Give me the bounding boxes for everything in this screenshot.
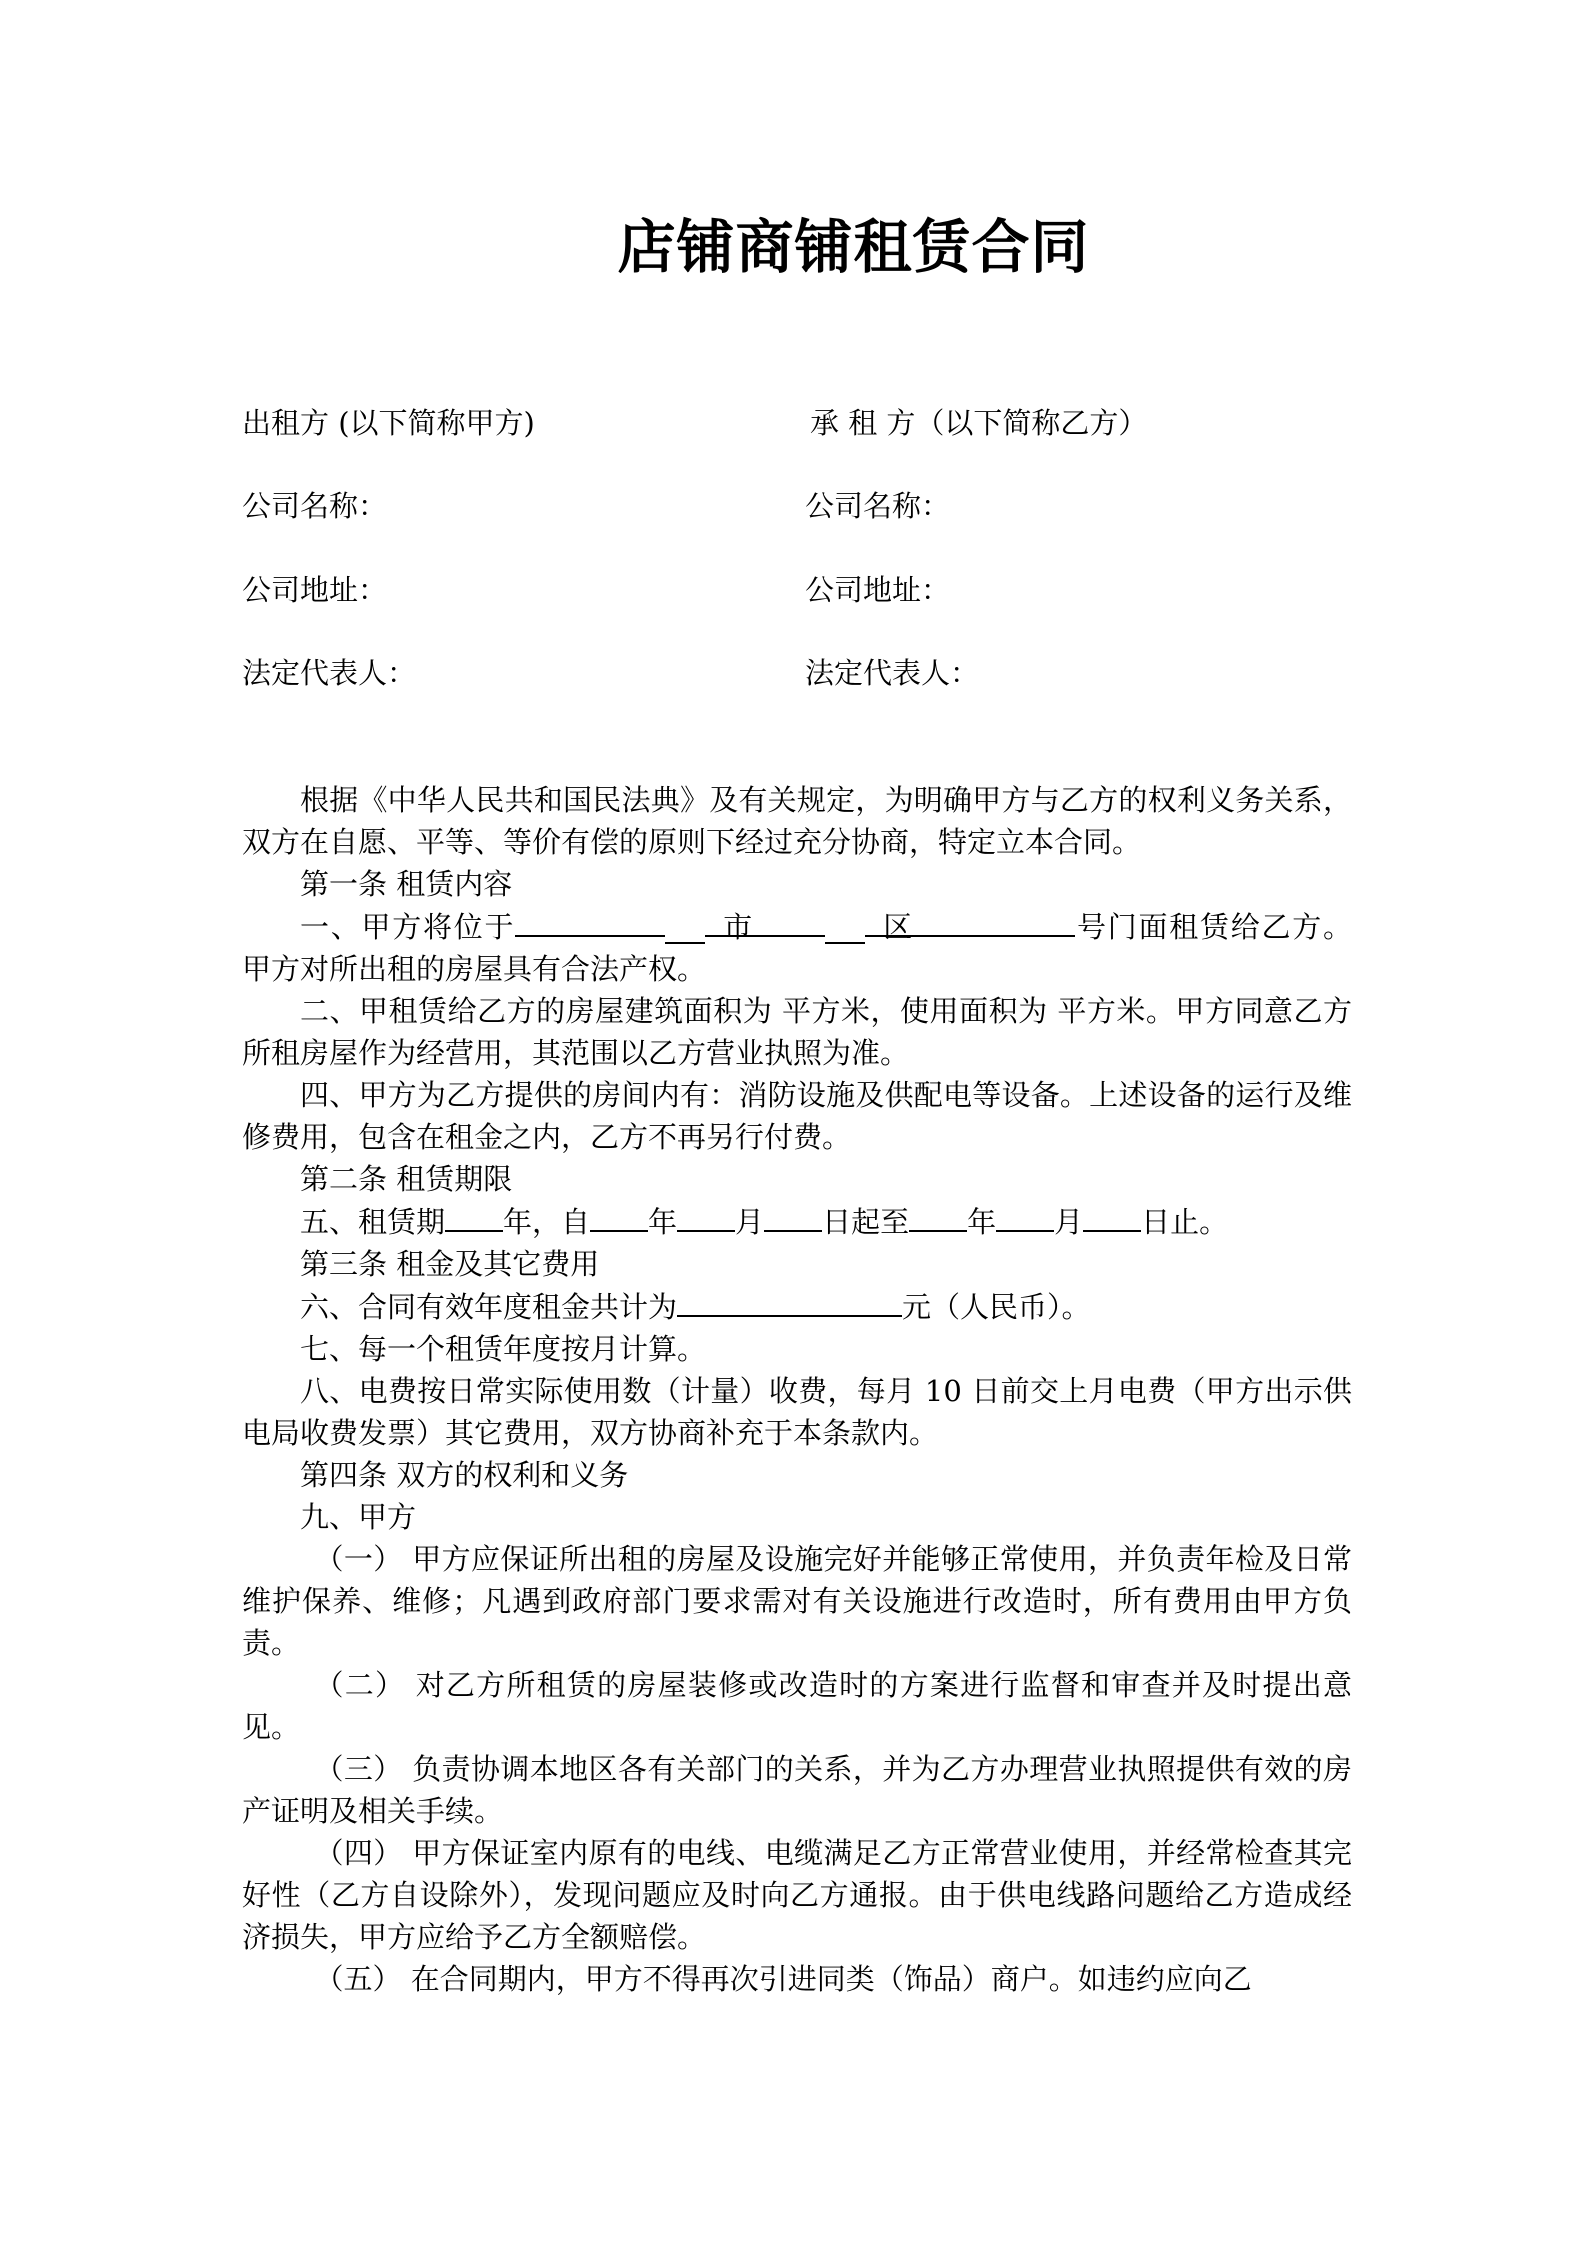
- city-label: 市: [665, 912, 705, 944]
- article-2-heading: 第二条 租赁期限: [300, 1162, 513, 1196]
- preamble-paragraph: 根据《中华人民共和国民法典》及有关规定，为明确甲方与乙方的权利义务关系，双方在自愿、平等、等价有偿的原则下经过充分协商，特定立本合同。: [242, 783, 1352, 859]
- lessor-company-name-label: 公司名称：: [242, 489, 388, 523]
- lessor-duty-4: （四） 甲方保证室内原有的电线、电缆满足乙方正常营业使用，并经常检查其完好性（乙方自设除外），发现问题应及时向乙方通报。由于供电线路问题给乙方造成经济损失，甲方应给予乙方全额赔偿。: [242, 1836, 1352, 1954]
- location-blank-3: [865, 905, 1075, 937]
- clause-4: 四、甲方为乙方提供的房间内有：消防设施及供配电等设备。上述设备的运行及维修费用，包含在租金之内，乙方不再另行付费。: [242, 1078, 1352, 1154]
- start-day-blank: [764, 1200, 822, 1232]
- clause-7: 七、每一个租赁年度按月计算。: [300, 1332, 707, 1366]
- district-label: 区: [825, 912, 865, 944]
- clause-2: 二、甲租赁给乙方的房屋建筑面积为 平方米，使用面积为 平方米。甲方同意乙方所租房屋作为经营用，其范围以乙方营业执照为准。: [242, 994, 1352, 1070]
- contract-body: [242, 779, 1352, 2000]
- lessor-header: 出租方 (以下简称甲方): [242, 406, 535, 440]
- clause-6: 六、合同有效年度租金共计为 元（人民币）。: [242, 1285, 1352, 1328]
- lessor-duty-2: （二） 对乙方所租赁的房屋装修或改造时的方案进行监督和审查并及时提出意见。: [242, 1668, 1352, 1744]
- location-blank-1: [515, 905, 665, 937]
- end-year-blank: [909, 1200, 967, 1232]
- start-year-blank: [590, 1200, 648, 1232]
- clause-9: 九、甲方: [300, 1500, 417, 1534]
- end-day-blank: [1083, 1200, 1141, 1232]
- document-title: 店铺商铺租赁合同: [617, 213, 1090, 281]
- party-header-row: [242, 403, 1352, 443]
- clause-5: 五、租赁期 年，自 年 月 日起至 年 月 日止。: [242, 1200, 1352, 1243]
- clause-1: 一、甲方将位于 市 区 号门面租赁给乙方。甲方对所出租的房屋具有合法产权。: [242, 905, 1352, 990]
- lessor-company-address-label: 公司地址：: [242, 573, 388, 607]
- lessor-duty-3: （三） 负责协调本地区各有关部门的关系，并为乙方办理营业执照提供有效的房产证明及相关手续。: [242, 1752, 1352, 1828]
- start-month-blank: [677, 1200, 735, 1232]
- lessee-company-name-label: 公司名称：: [805, 489, 951, 523]
- rent-amount-blank: [677, 1285, 902, 1317]
- lessee-company-address-label: 公司地址：: [805, 573, 951, 607]
- term-years-blank: [445, 1200, 503, 1232]
- company-name-row: [242, 486, 1352, 526]
- article-4-heading: 第四条 双方的权利和义务: [300, 1458, 629, 1492]
- legal-rep-row: [242, 653, 1352, 693]
- lessor-duty-5: （五） 在合同期内，甲方不得再次引进同类（饰品）商户。如违约应向乙: [314, 1962, 1252, 1996]
- lessee-legal-rep-label: 法定代表人：: [805, 656, 980, 690]
- clause-8: 八、电费按日常实际使用数（计量）收费，每月 10 日前交上月电费（甲方出示供电局收费发票）其它费用，双方协商补充于本条款内。: [242, 1374, 1352, 1450]
- lessor-legal-rep-label: 法定代表人：: [242, 656, 417, 690]
- end-month-blank: [996, 1200, 1054, 1232]
- article-1-heading: 第一条 租赁内容: [300, 867, 513, 901]
- lessor-duty-1: （一） 甲方应保证所出租的房屋及设施完好并能够正常使用，并负责年检及日常维护保养、维修；凡遇到政府部门要求需对有关设施进行改造时，所有费用由甲方负责。: [242, 1542, 1352, 1660]
- article-3-heading: 第三条 租金及其它费用: [300, 1247, 600, 1281]
- location-blank-2: [705, 905, 825, 937]
- company-address-row: [242, 570, 1352, 610]
- lessee-header: 承 租 方（以下简称乙方）: [810, 406, 1148, 440]
